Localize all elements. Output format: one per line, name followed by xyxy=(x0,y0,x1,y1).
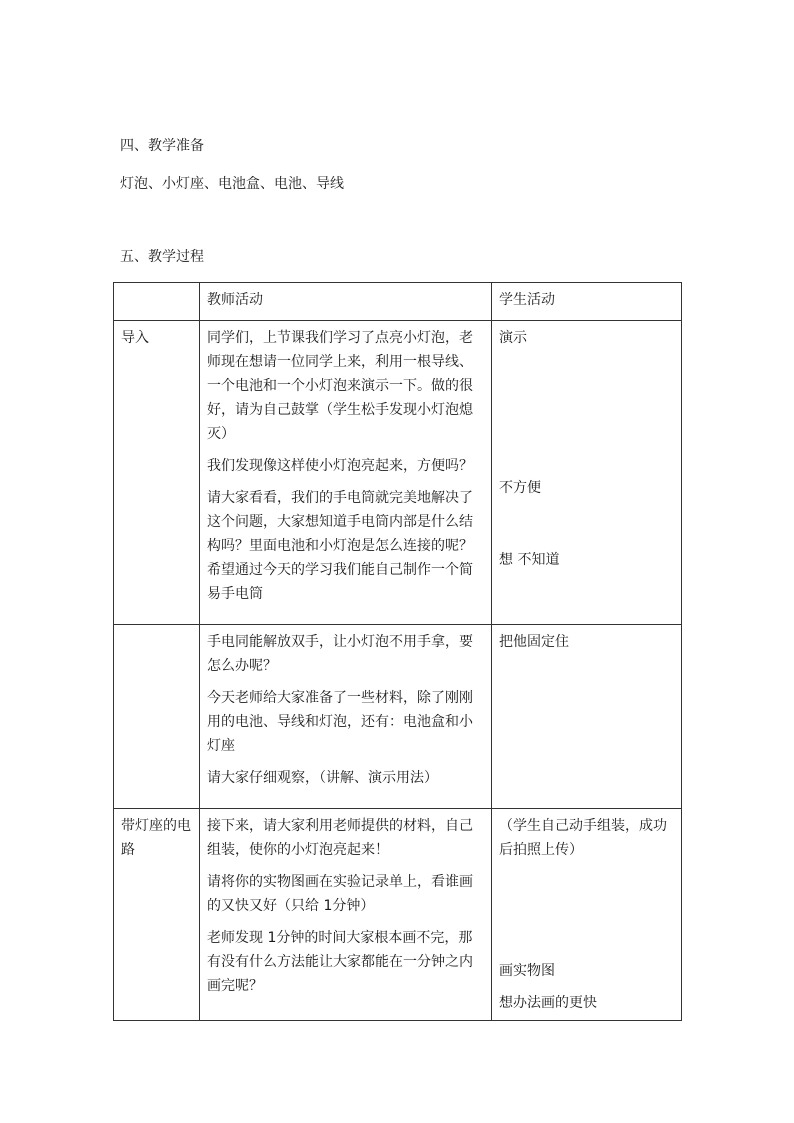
teacher-paragraph: 请将你的实物图画在实验记录单上，看谁画的又快又好（只给 1分钟） xyxy=(207,874,473,914)
materials-list: 灯泡、小灯座、电池盒、电池、导线 xyxy=(120,176,344,192)
teacher-paragraph: 老师发现 1分钟的时间大家根本画不完，那有没有什么方法能让大家都能在一分钟之内画完呢？ xyxy=(207,930,473,994)
teacher-paragraph: 请大家看看，我们的手电筒就完美地解决了这个问题，大家想知道手电筒内部是什么结构吗？里面电池和小灯泡是怎么连接的呢？希望通过今天的学习我们能自己制作一个简易手电筒 xyxy=(207,490,473,602)
student-text: 画实物图 xyxy=(499,963,555,979)
teacher-activity-cell xyxy=(200,321,492,625)
table-row xyxy=(114,321,682,625)
teacher-activity-cell xyxy=(200,625,492,809)
student-text: 想 不知道 xyxy=(499,552,560,568)
student-text: 把他固定住 xyxy=(499,634,569,650)
teacher-paragraph: 手电同能解放双手，让小灯泡不用手拿，要怎么办呢？ xyxy=(207,634,473,674)
student-text: 演示 xyxy=(499,330,527,346)
student-text: （学生自己动手组装，成功后拍照上传） xyxy=(499,818,667,858)
teacher-paragraph: 接下来，请大家利用老师提供的材料，自己组装，使你的小灯泡亮起来！ xyxy=(207,818,473,858)
stage-cell: 导入 xyxy=(114,321,200,625)
header-teacher-activity: 教师活动 xyxy=(200,283,492,321)
header-student-activity: 学生活动 xyxy=(492,283,682,321)
student-text: 不方便 xyxy=(499,480,541,496)
table-row xyxy=(114,625,682,809)
student-text: 想办法画的更快 xyxy=(499,995,597,1011)
header-stage xyxy=(114,283,200,321)
teacher-paragraph: 同学们，上节课我们学习了点亮小灯泡，老师现在想请一位同学上来，利用一根导线、一个电池和一个小灯泡来演示一下。做的很好，请为自己鼓掌（学生松手发现小灯泡熄灭） xyxy=(207,330,473,442)
teacher-paragraph: 今天老师给大家准备了一些材料，除了刚刚用的电池、导线和灯泡，还有：电池盒和小灯座 xyxy=(207,690,473,754)
student-activity-cell xyxy=(492,321,682,625)
stage-cell xyxy=(114,625,200,809)
table-row xyxy=(114,809,682,1021)
student-activity-cell xyxy=(492,625,682,809)
teacher-paragraph: 请大家仔细观察，（讲解、演示用法） xyxy=(207,770,438,786)
section-5-title: 五、教学过程 xyxy=(120,249,204,265)
table-header-row xyxy=(114,283,682,321)
section-4-title: 四、教学准备 xyxy=(120,138,204,154)
student-activity-cell xyxy=(492,809,682,1021)
teacher-activity-cell xyxy=(200,809,492,1021)
teacher-paragraph: 我们发现像这样使小灯泡亮起来，方便吗？ xyxy=(207,458,473,474)
teaching-process-table xyxy=(113,282,682,1021)
stage-cell: 带灯座的电路 xyxy=(114,809,200,1021)
